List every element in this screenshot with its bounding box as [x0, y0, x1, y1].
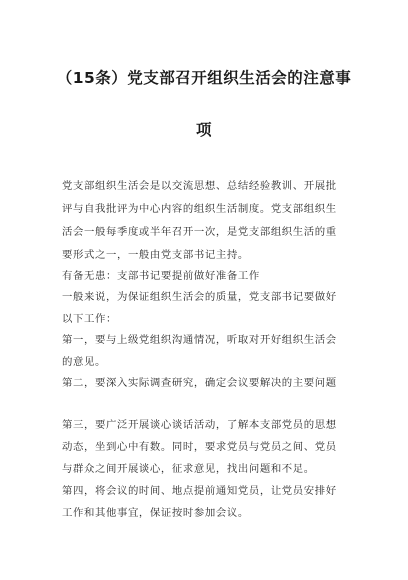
paragraph-1-line-4: 要形式之一，一般由党支部书记主持。 [62, 249, 249, 261]
item-3-line-1: 第三，要广泛开展谈心谈话活动，了解本支部党员的思想 [62, 419, 337, 431]
document-title-line-2: 项 [195, 121, 212, 139]
paragraph-1-line-1: 党支部组织生活会是以交流思想、总结经验教训、开展批 [62, 180, 337, 192]
paragraph-2-line-2: 以下工作： [62, 313, 117, 325]
item-4-line-2: 工作和其他事宜，保证按时参加会议。 [62, 507, 249, 519]
paragraph-1-line-3: 活会一般每季度或半年召开一次，是党支部组织生活的重 [62, 226, 337, 238]
section-heading: 有备无患：支部书记要提前做好准备工作 [62, 270, 260, 282]
item-4-line-1: 第四，将会议的时间、地点提前通知党员，让党员安排好 [62, 485, 337, 497]
item-1-line-1: 第一，要与上级党组织沟通情况，听取对开好组织生活会 [62, 334, 337, 346]
document-title-line-1: （15条）党支部召开组织生活会的注意事 [56, 69, 352, 87]
item-3-line-3: 与群众之间开展谈心，征求意见，找出问题和不足。 [62, 463, 315, 475]
paragraph-1-line-2: 评与自我批评为中心内容的组织生活制度。党支部组织生 [62, 203, 337, 215]
item-3-line-2: 动态，坐到心中有数。同时，要求党员与党员之间、党员 [62, 441, 337, 453]
item-2-line-1: 第二，要深入实际调查研究，确定会议要解决的主要问题 [62, 377, 337, 389]
item-1-line-2: 的意见。 [62, 356, 106, 368]
paragraph-2-line-1: 一般来说，为保证组织生活会的质量，党支部书记要做好 [62, 291, 337, 303]
